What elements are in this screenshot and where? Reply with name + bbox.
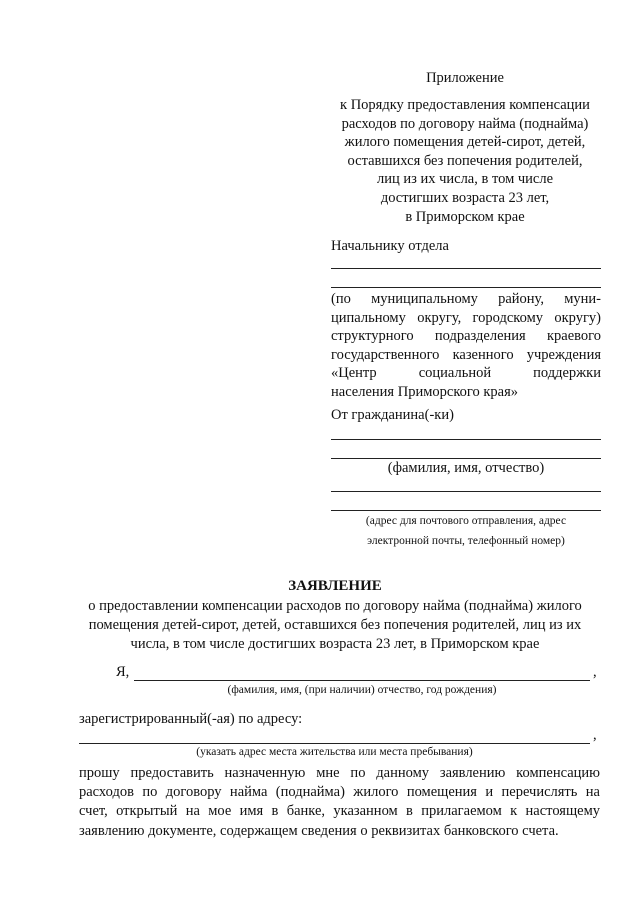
statement-subtitle-line: числа, в том числе достигших возраста 23 лет, в Приморском крае [130,635,540,652]
residence-address-hint: (указать адрес места жительства или места пребывания) [196,746,473,758]
fio-hint: (фамилия, имя, отчество) [387,460,545,476]
applicant-name-hint: (фамилия, имя, (при наличии) отчество, год рождения) [227,684,497,696]
citizen-name-line-1[interactable] [331,439,601,440]
department-note-line: государственного казенного учреждения [331,346,601,363]
appendix-line: расходов по договору найма (поднайма) [341,115,589,132]
statement-subtitle-line: помещения детей-сирот, детей, оставшихся без попечения родителей, лиц из их [88,616,582,633]
appendix-line: оставшихся без попечения родителей, [347,152,583,169]
statement-body-line: счет, открытый на мое имя в банке, указанном в прилагаемом к настоящему [79,803,600,820]
appendix-line: жилого помещения детей-сирот, детей, [344,134,586,151]
department-note-line: населения Приморского края» [331,383,518,400]
statement-subtitle-line: о предоставлении компенсации расходов по договору найма (поднайма) жилого [88,598,582,614]
statement-body-line: прошу предоставить назначенную мне по данному заявлению компенсацию [79,765,600,781]
appendix-title: Приложение [426,70,504,86]
appendix-text [330,96,600,226]
addressee-label: Начальнику отдела [331,238,449,254]
address-hint-line: электронной почты, телефонный номер) [367,535,565,547]
applicant-name-line[interactable] [134,680,590,681]
department-note-line: ципальному округу, городскому округу) [331,309,601,326]
statement-body-line: расходов по договору найма (поднайма) жилого помещения и перечислять на [79,784,600,801]
department-note-line: «Центр социальной поддержки [331,365,601,382]
registered-address-label: зарегистрированный(-ая) по адресу: [79,711,303,727]
address-comma: , [593,727,597,743]
appendix-line: в Приморском крае [405,208,525,225]
department-note-line: структурного подразделения краевого [331,328,601,345]
department-head-line-1[interactable] [331,268,601,269]
department-note [331,290,601,402]
citizen-name-line-2[interactable] [331,458,601,459]
department-head-line-2[interactable] [331,287,601,288]
department-note-line: (по муниципальному району, муни- [331,291,601,307]
residence-address-line[interactable] [79,743,590,744]
statement-body [79,764,600,841]
citizen-address-line-1[interactable] [331,491,601,492]
from-citizen-label: От гражданина(-ки) [331,407,454,423]
ya-label: Я, [116,664,130,680]
appendix-line: достигших возраста 23 лет, [380,189,550,206]
statement-subtitle [70,597,600,653]
appendix-line: к Порядку предоставления компенсации [340,97,590,113]
statement-body-line: заявлению документе, содержащем сведения о реквизитах банковского счета. [79,822,559,839]
address-hint-line: (адрес для почтового отправления, адрес [365,515,567,527]
address-hint [331,511,601,551]
name-comma: , [593,664,597,680]
appendix-line: лиц из их числа, в том числе [376,171,554,188]
statement-title: ЗАЯВЛЕНИЕ [288,578,382,594]
